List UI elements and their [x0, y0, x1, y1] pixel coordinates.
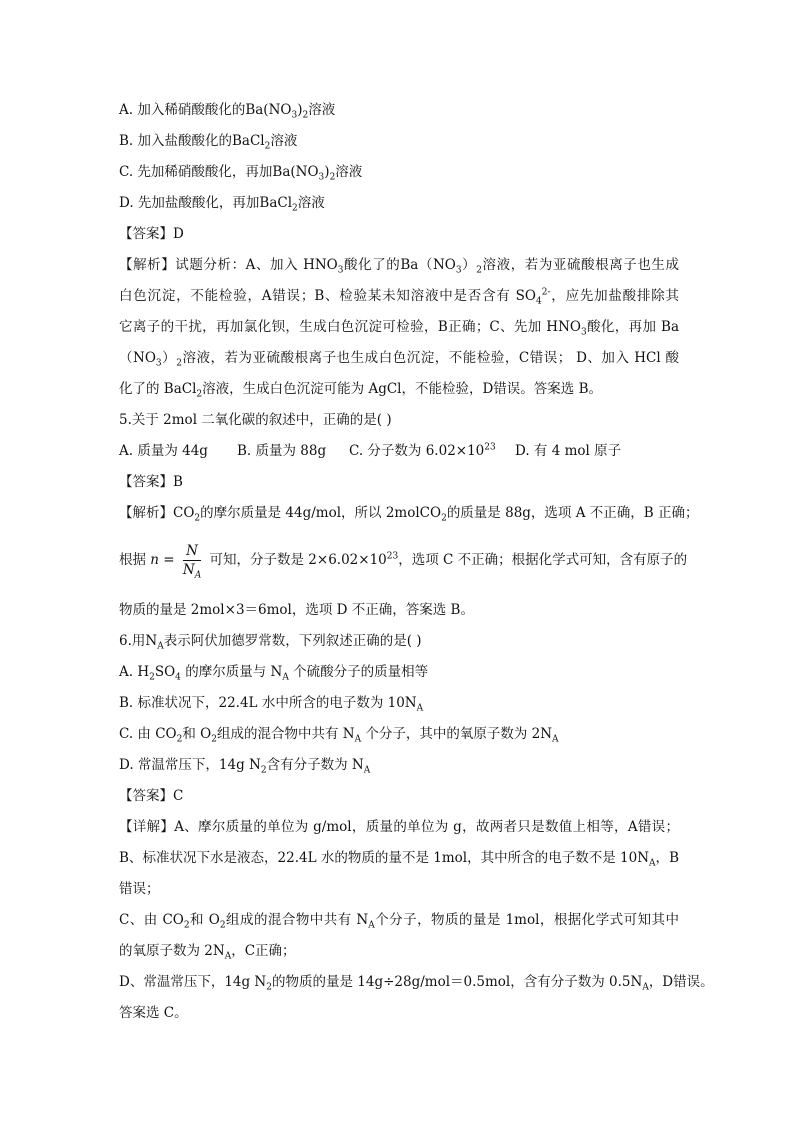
q4-analysis-line: 化了的 BaCl$_2$溶液，生成白色沉淀可能为 AgCl，不能检验，D错误。答案选 B。 [119, 381, 603, 400]
q6-detail-line: 错误； [119, 881, 160, 897]
q6-detail-line: B、标准状况下水是液态，22.4L 水的物质的量不是 1mol，其中所含的电子数不是 $10N_A$，B [119, 850, 679, 869]
q6-option-b: B. 标准状况下，22.4L 水中所含的电子数为 $10N_A$ [119, 695, 424, 714]
q6-detail-line: 【详解】A、摩尔质量的单位为 g/mol，质量的单位为 g，故两者只是数值上相等，A错误； [119, 819, 679, 835]
q5-option-a: A. 质量为 44g [119, 443, 208, 459]
q5-option-c: C. 分子数为 $6.02\times 10^{23}$ [349, 442, 496, 459]
q4-analysis-line: 【解析】试题分析：A、加入 $HNO_3$酸化了的$Ba(NO_3)_2$溶液，若为亚硫酸根离子也生成 [119, 257, 680, 276]
q6-detail-line: D、常温常压下，14g $N_2$的物质的量是 14g÷28g/mol＝0.5mol，含有分子数为 $0.5N_A$，D错误。 [119, 974, 714, 993]
q5-option-b: B. 质量为 88g [237, 443, 327, 459]
q4-analysis-line: $(NO_3)_2$溶液，若为亚硫酸根离子也生成白色沉淀，不能检验，C错误； D、加入 HCl 酸 [119, 350, 680, 369]
q4-option-a: A. 加入稀硝酸酸化的$Ba(NO_3)_2$溶液 [119, 102, 336, 121]
q6-option-c: C. 由 $CO_2$和 $O_2$组成的混合物中共有 $N_A$ 个分子，其中的氧原子数为 $2N_A$ [119, 726, 559, 745]
q5-stem: 5.关于 2mol 二氧化碳的叙述中，正确的是( ) [119, 412, 392, 428]
q4-answer: 【答案】D [119, 226, 184, 242]
q5-option-d: D. 有 4 mol 原子 [515, 443, 622, 459]
q4-analysis-line: 白色沉淀，不能检验，A错误；B、检验某未知溶液中是否含有 $SO_4^{2-}$，应先加盐酸排除其 [119, 287, 679, 307]
q5-analysis-line: 【解析】$CO_2$的摩尔质量是 44g/mol，所以 2molCO$_2$的质量是 88g，选项 A 不正确，B 正确； [119, 505, 699, 524]
q4-analysis-line: 它离子的干扰，再加氯化钡，生成白色沉淀可检验，B正确；C、先加 $HNO_3$酸化，再加 Ba [119, 319, 679, 338]
formula-lhs: n = [150, 552, 175, 568]
q6-detail-line: 答案选 C。 [119, 1005, 188, 1021]
q6-detail-line: 的氧原子数为 $2N_A$，C正确； [119, 943, 296, 962]
q5-analysis-formula-line: 根据 n = $\frac{N}{N_A}$ 可知，分子数是 $2\times 6.02\times 10^{23}$，选项 C 不正确；根据化学式可知，含有原子的 [119, 543, 688, 581]
q6-detail-line: C、由 $CO_2$和 $O_2$组成的混合物中共有 $N_A$个分子，物质的量是 1mol，根据化学式可知其中 [119, 912, 679, 931]
q6-option-d: D. 常温常压下，14g $N_2$含有分子数为 $N_A$ [119, 757, 371, 776]
q6-option-a: A. $H_2SO_4$ 的摩尔质量与 $N_A$ 个硫酸分子的质量相等 [119, 664, 429, 683]
q4-option-b: B. 加入盐酸酸化的BaCl$_2$溶液 [119, 133, 298, 152]
q6-answer: 【答案】C [119, 788, 184, 804]
q5-answer: 【答案】B [119, 474, 183, 490]
q5-analysis-line: 物质的量是 2mol×3＝6mol，选项 D 不正确，答案选 B。 [119, 602, 474, 618]
q4-option-c: C. 先加稀硝酸酸化，再加$Ba(NO_3)_2$溶液 [119, 164, 363, 183]
formula-fraction: $\frac{N}{N_A}$ [182, 543, 202, 581]
q4-option-d: D. 先加盐酸酸化，再加BaCl$_2$溶液 [119, 195, 325, 214]
q5-options [119, 441, 621, 461]
q6-stem: 6.用$N_A$表示阿伏加德罗常数，下列叙述正确的是( ) [119, 633, 422, 652]
